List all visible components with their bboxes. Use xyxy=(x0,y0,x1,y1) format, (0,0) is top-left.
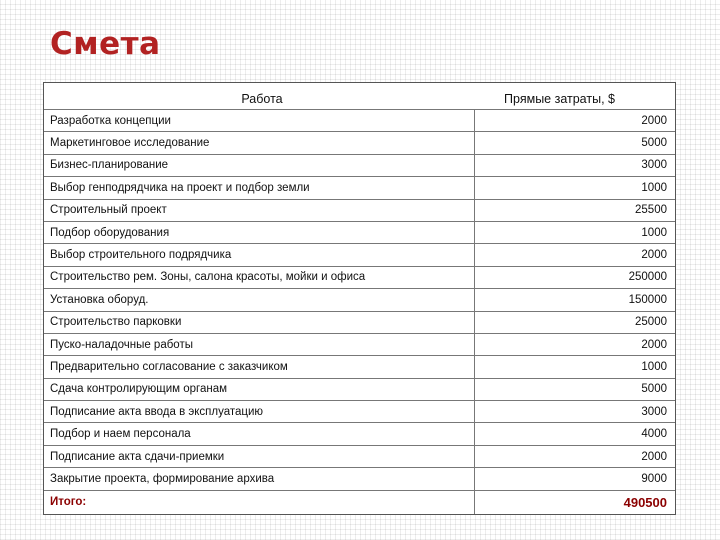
table-row xyxy=(44,243,675,265)
work-item-cost: 1000 xyxy=(641,181,667,194)
table-row xyxy=(44,221,675,243)
work-item-cost: 2000 xyxy=(641,450,667,463)
work-item-cost: 2000 xyxy=(641,249,667,262)
work-item-cost: 5000 xyxy=(641,383,667,396)
estimate-table xyxy=(43,82,676,515)
table-row xyxy=(44,131,675,153)
work-item-cost: 2000 xyxy=(641,338,667,351)
table-row xyxy=(44,378,675,400)
work-item-name: Закрытие проекта, формирование архива xyxy=(44,468,475,489)
work-item-cost: 25500 xyxy=(635,204,667,217)
work-item-cost: 5000 xyxy=(641,137,667,150)
table-row xyxy=(44,333,675,355)
work-item-name: Бизнес-планирование xyxy=(44,155,475,176)
table-row xyxy=(44,288,675,310)
work-item-cost: 3000 xyxy=(641,159,667,172)
page-title: Смета xyxy=(50,26,161,62)
work-item-name: Выбор строительного подрядчика xyxy=(44,244,475,265)
work-item-name: Пуско-наладочные работы xyxy=(44,334,475,355)
work-item-name: Выбор генподрядчика на проект и подбор земли xyxy=(44,177,475,198)
work-item-cost: 250000 xyxy=(628,271,667,284)
work-item-name: Маркетинговое исследование xyxy=(44,132,475,153)
work-item-name: Разработка концепции xyxy=(44,110,475,131)
work-item-cost: 9000 xyxy=(641,472,667,485)
table-row xyxy=(44,176,675,198)
work-item-name: Строительный проект xyxy=(44,200,475,221)
work-item-name: Сдача контролирующим органам xyxy=(44,379,475,400)
total-label: Итого: xyxy=(44,491,475,514)
work-item-name: Строительство рем. Зоны, салона красоты, мойки и офиса xyxy=(44,267,475,288)
table-row xyxy=(44,154,675,176)
work-item-name: Подписание акта ввода в эксплуатацию xyxy=(44,401,475,422)
work-item-cost: 4000 xyxy=(641,428,667,441)
work-item-cost: 3000 xyxy=(641,405,667,418)
work-item-cost: 25000 xyxy=(635,316,667,329)
work-item-cost: 1000 xyxy=(641,360,667,373)
table-body xyxy=(44,109,675,490)
work-item-name: Подбор и наем персонала xyxy=(44,423,475,444)
work-item-name: Подбор оборудования xyxy=(44,222,475,243)
table-row xyxy=(44,422,675,444)
table-row xyxy=(44,355,675,377)
table-row xyxy=(44,109,675,131)
total-row xyxy=(44,490,675,514)
table-header-row xyxy=(44,83,675,109)
work-item-cost: 1000 xyxy=(641,226,667,239)
table-row xyxy=(44,445,675,467)
work-item-name: Подписание акта сдачи-приемки xyxy=(44,446,475,467)
work-item-name: Строительство парковки xyxy=(44,312,475,333)
table-row xyxy=(44,199,675,221)
work-item-name: Предварительно согласование с заказчиком xyxy=(44,356,475,377)
total-value: 490500 xyxy=(623,494,667,510)
work-item-name: Установка оборуд. xyxy=(44,289,475,310)
table-row xyxy=(44,400,675,422)
column-header-work: Работа xyxy=(241,92,283,106)
table-row xyxy=(44,311,675,333)
column-header-cost: Прямые затраты, $ xyxy=(504,92,615,106)
table-row xyxy=(44,467,675,489)
work-item-cost: 2000 xyxy=(641,114,667,127)
table-row xyxy=(44,266,675,288)
work-item-cost: 150000 xyxy=(628,293,667,306)
